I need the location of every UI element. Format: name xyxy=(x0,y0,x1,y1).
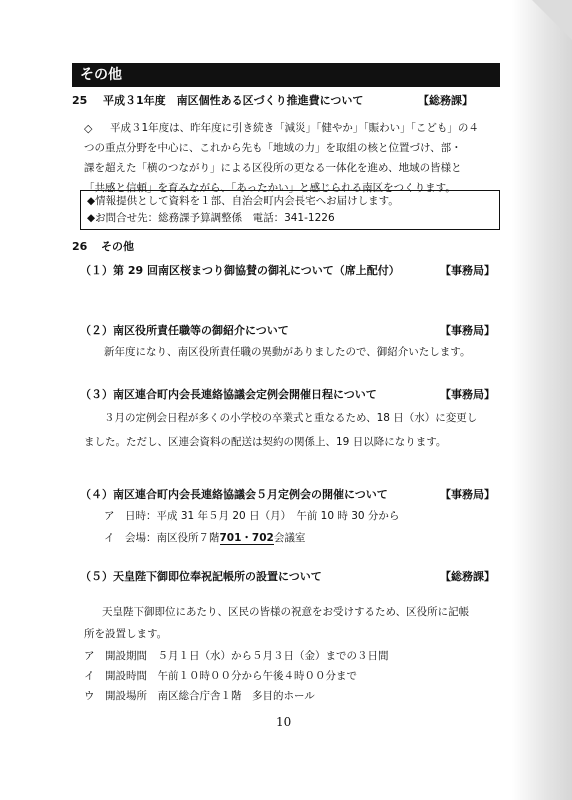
sub5-location: ウ 開設場所 南区総合庁舎１階 多目的ホール xyxy=(84,690,315,702)
sub1-heading: （１）第 29 回南区桜まつり御協賛の御礼について（席上配付） xyxy=(80,264,400,277)
sub4-venue-rooms: 701・702 xyxy=(219,532,274,544)
item25-bullet: ◇ xyxy=(84,122,93,135)
sub4-datetime: ア 日時：平成 31 年５月 20 日（月） 午前 10 時 30 分から xyxy=(104,510,400,522)
sub5-hours: イ 開設時間 午前１０時００分から午後４時００分まで xyxy=(84,670,357,682)
sub5-body-line2: 所を設置します。 xyxy=(84,628,168,640)
sub4-venue xyxy=(104,530,305,545)
sub4-tag: 【事務局】 xyxy=(440,488,495,501)
info-line-distribution: ◆情報提供として資料を１部、自治会町内会長宅へお届けします。 xyxy=(87,195,399,207)
sub2-body: 新年度になり、南区役所責任職の異動がありましたので、御紹介いたします。 xyxy=(104,346,471,358)
sub3-tag: 【事務局】 xyxy=(440,388,495,401)
item26-number: 26 xyxy=(72,240,88,253)
item25-title: 平成３1年度 南区個性ある区づくり推進費について xyxy=(103,94,364,107)
page-number: 10 xyxy=(276,715,292,729)
page-corner xyxy=(532,0,572,40)
section-banner: その他 xyxy=(72,63,500,87)
sub3-body-line2: ました。ただし、区連会資料の配送は契約の関係上、19 日以降になります。 xyxy=(84,436,447,448)
sub5-heading: （５）天皇陛下御即位奉祝記帳所の設置について xyxy=(80,570,322,583)
item25-para-line: 平成３1年度は、昨年度に引き続き「減災」「健やか」「賑わい」「こども」の４ xyxy=(110,122,479,134)
sub5-body-line1: 天皇陛下御即位にあたり、区民の皆様の祝意をお受けするため、区役所に記帳 xyxy=(102,606,470,618)
sub4-venue-suffix: 会議室 xyxy=(273,532,306,544)
info-box xyxy=(80,190,500,230)
sub2-tag: 【事務局】 xyxy=(440,324,495,337)
item25-para-line: つの重点分野を中心に、これから先も「地域の力」を取組の核と位置づけ、部・ xyxy=(84,142,462,154)
sub5-tag: 【総務課】 xyxy=(440,570,495,583)
info-line-contact: ◆お問合せ先：総務課予算調整係 電話：341-1226 xyxy=(87,212,335,224)
sub2-heading: （２）南区役所責任職等の御紹介について xyxy=(80,324,289,337)
item25-number: 25 xyxy=(72,94,88,107)
item26-title: その他 xyxy=(101,240,134,253)
sub4-heading: （４）南区連合町内会長連絡協議会５月定例会の開催について xyxy=(80,488,388,501)
sub3-heading: （３）南区連合町内会長連絡協議会定例会開催日程について xyxy=(80,388,377,401)
item25-paragraph xyxy=(84,118,514,198)
sub1-tag: 【事務局】 xyxy=(440,264,495,277)
item25-tag: 【総務課】 xyxy=(418,94,473,107)
page-fold-shadow xyxy=(512,0,572,800)
item25-para-line: 課を超えた「横のつながり」による区役所の更なる一体化を進め、地域の皆様と xyxy=(84,162,462,174)
sub4-venue-label: イ 会場：南区役所７階 xyxy=(104,532,220,544)
item25-heading xyxy=(72,92,363,108)
item25-para-line: 「共感と信頼」を育みながら、「あったかい」と感じられる南区をつくります。 xyxy=(84,182,456,194)
sub5-period: ア 開設期間 ５月１日（水）から５月３日（金）までの３日間 xyxy=(84,650,389,662)
sub3-body-line1: ３月の定例会日程が多くの小学校の卒業式と重なるため、18 日（水）に変更し xyxy=(104,412,478,424)
item26-heading xyxy=(72,238,134,254)
